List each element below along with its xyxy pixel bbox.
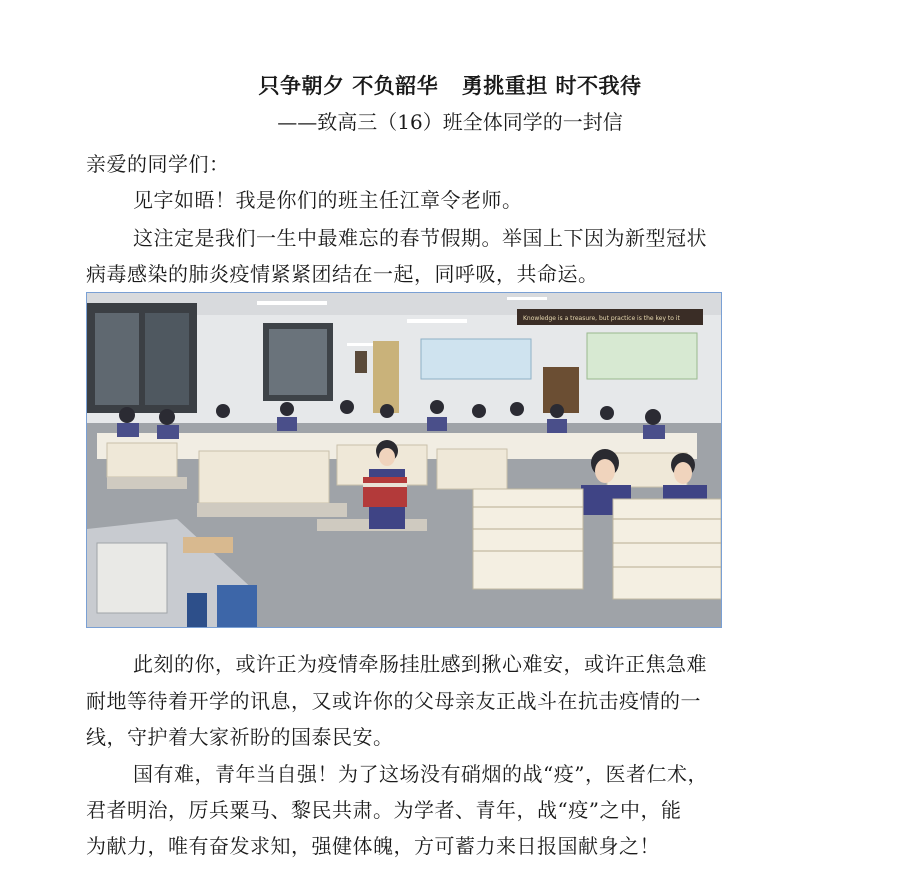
letter-subtitle: ——致高三（16）班全体同学的一封信: [277, 110, 623, 134]
classroom-photo: [86, 292, 722, 628]
paragraph-line: 见字如晤！我是你们的班主任江章令老师。: [133, 188, 523, 212]
paragraph-line: 君者明治，厉兵粟马、黎民共肃。为学者、青年，战“疫”之中，能: [86, 798, 682, 822]
paragraph-line: 这注定是我们一生中最难忘的春节假期。举国上下因为新型冠状: [133, 226, 707, 250]
paragraph-line: 为献力，唯有奋发求知，强健体魄，方可蓄力来日报国献身之！: [86, 834, 660, 858]
letter-title: 只争朝夕 不负韶华 勇挑重担 时不我待: [258, 74, 642, 98]
letter-salutation: 亲爱的同学们：: [86, 152, 230, 176]
paragraph-line: 病毒感染的肺炎疫情紧紧团结在一起，同呼吸，共命运。: [86, 262, 599, 286]
classroom-banner: Knowledge is a treasure, but practice is the key to it: [523, 315, 680, 322]
paragraph-line: 线，守护着大家祈盼的国泰民安。: [86, 725, 394, 749]
paragraph-line: 耐地等待着开学的讯息，又或许你的父母亲友正战斗在抗击疫情的一: [86, 689, 701, 713]
paragraph-line: 此刻的你，或许正为疫情牵肠挂肚感到揪心难安，或许正焦急难: [133, 652, 707, 676]
paragraph-line: 国有难，青年当自强！为了这场没有硝烟的战“疫”，医者仁术，: [133, 762, 708, 786]
